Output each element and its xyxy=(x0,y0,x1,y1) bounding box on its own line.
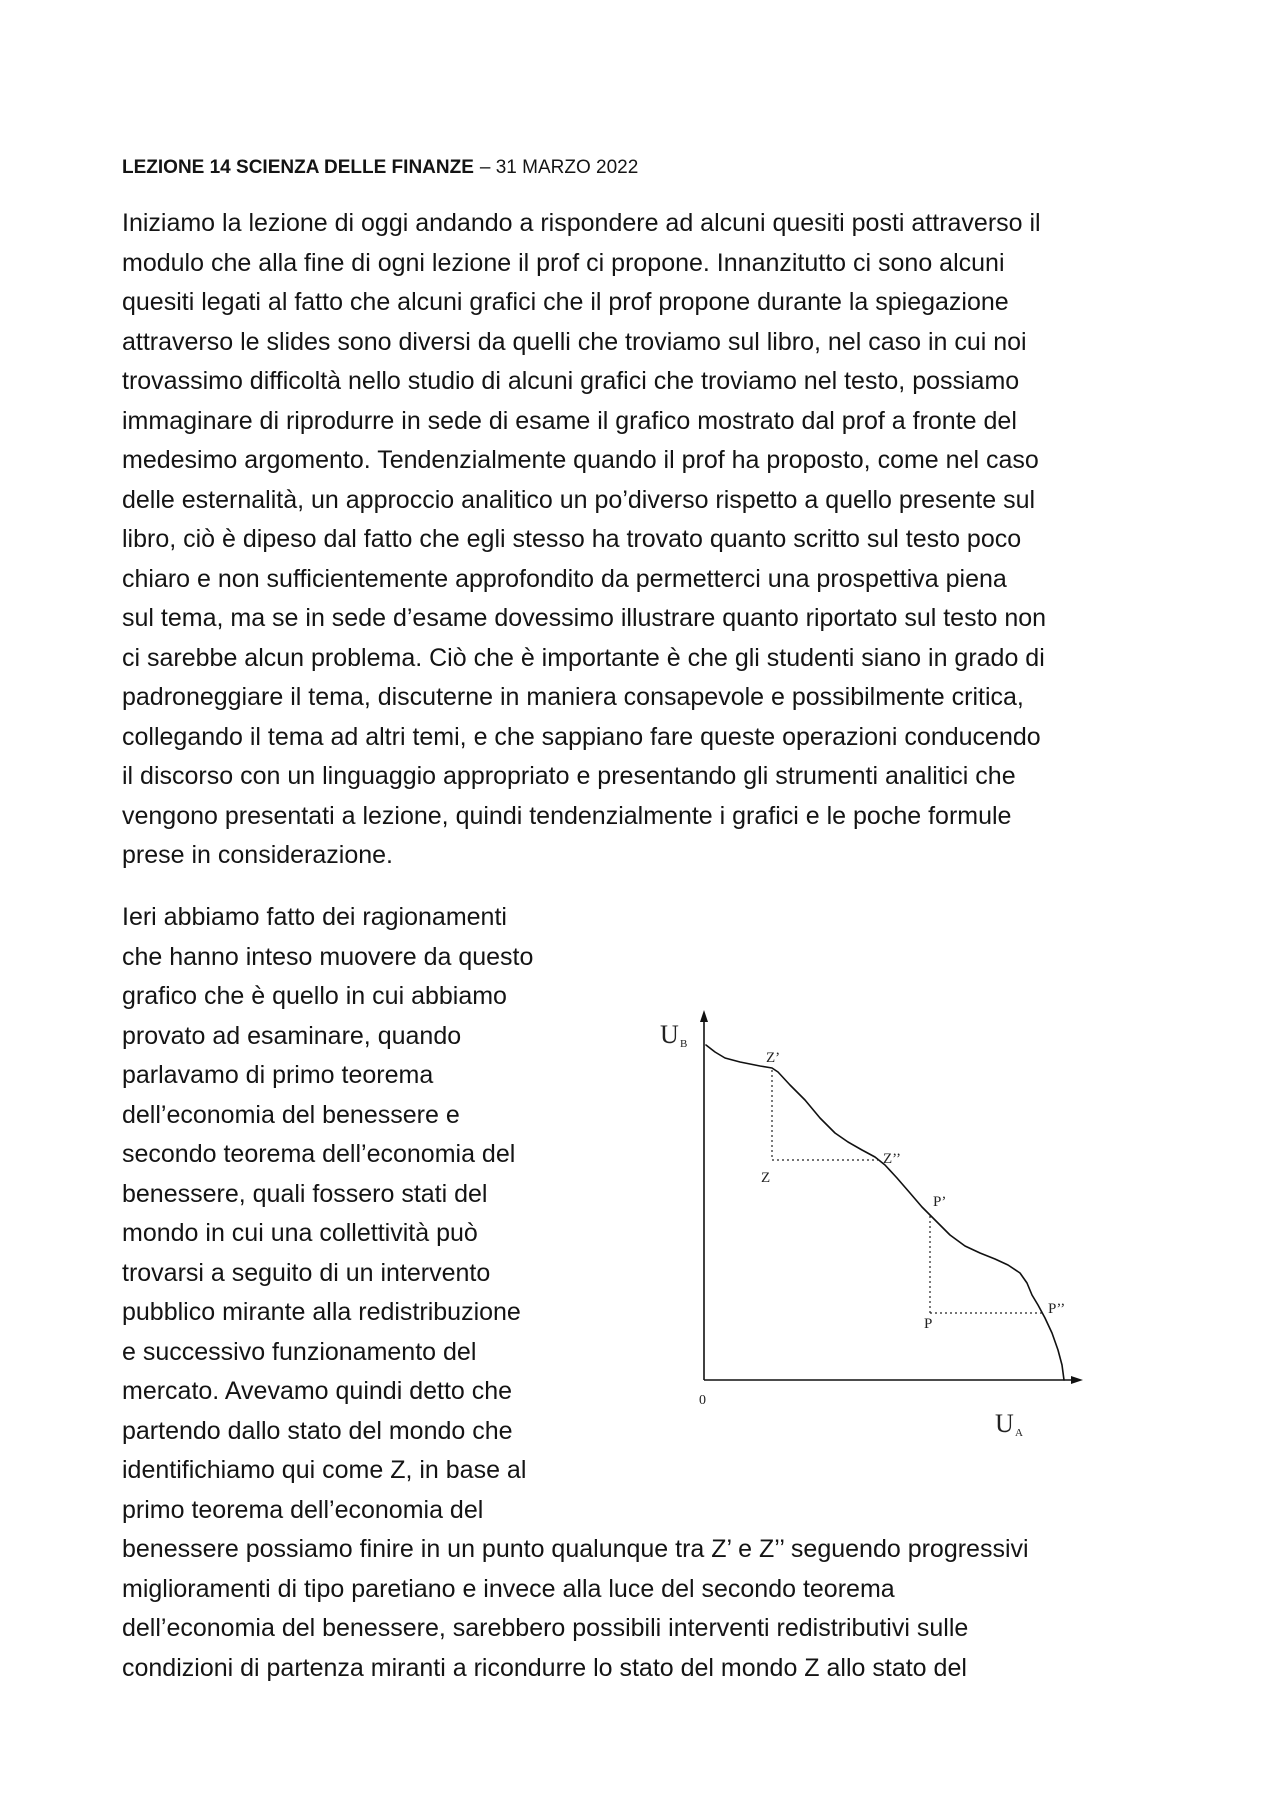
lecture-header xyxy=(122,156,638,180)
text-line: Iniziamo la lezione di oggi andando a rispondere ad alcuni quesiti posti attraverso il xyxy=(122,209,1041,237)
paragraph-1 xyxy=(122,204,1046,876)
x-axis-arrowhead xyxy=(1071,1376,1083,1384)
y-axis-label: U xyxy=(660,1020,679,1049)
text-line: trovassimo difficoltà nello studio di alcuni grafici che troviamo nel testo, possiamo xyxy=(122,367,1020,395)
text-line: collegando il tema ad altri temi, e che sappiano fare queste operazioni conducendo xyxy=(122,722,1041,751)
text-line: modulo che alla fine di ogni lezione il prof ci propone. Innanzitutto ci sono alcuni xyxy=(122,248,1005,277)
origin-label: 0 xyxy=(699,1393,706,1408)
text-line: secondo teorema dell’economia del xyxy=(122,1140,516,1168)
text-line: mondo in cui una collettività può xyxy=(122,1219,478,1247)
text-line: sul tema, ma se in sede d’esame dovessimo illustrare quanto riportato sul testo non xyxy=(122,604,1047,632)
text-line: benessere, quali fossero stati del xyxy=(122,1179,488,1208)
point-label-z-double-prime: Z’’ xyxy=(883,1151,902,1167)
text-line: trovarsi a seguito di un intervento xyxy=(122,1258,491,1287)
text-line: dell’economia del benessere e xyxy=(122,1100,460,1129)
text-line: libro, ciò è dipeso dal fatto che egli stesso ha trovato quanto scritto sul testo poco xyxy=(122,525,1022,553)
lecture-date: – 31 MARZO 2022 xyxy=(479,157,639,178)
utility-possibility-frontier-figure xyxy=(640,1000,1100,1460)
point-label-z-prime: Z’ xyxy=(766,1050,781,1066)
text-line: delle esternalità, un approccio analitico un po’diverso rispetto a quello presente sul xyxy=(122,485,1036,514)
text-line: benessere possiamo finire in un punto qualunque tra Z’ e Z’’ seguendo progressivi xyxy=(122,1535,1029,1563)
text-line: grafico che è quello in cui abbiamo xyxy=(122,982,507,1010)
point-label-p-double-prime: P’’ xyxy=(1048,1301,1066,1317)
text-line: prese in considerazione. xyxy=(122,841,393,869)
text-line: provato ad esaminare, quando xyxy=(122,1021,462,1050)
text-line: e successivo funzionamento del xyxy=(122,1337,477,1366)
x-axis-subscript: A xyxy=(1015,1427,1023,1439)
y-axis-arrowhead xyxy=(700,1010,708,1022)
text-line: il discorso con un linguaggio appropriato e presentando gli strumenti analitici che xyxy=(122,762,1016,790)
text-line: padroneggiare il tema, discuterne in maniera consapevole e possibilmente critica, xyxy=(122,683,1024,711)
text-line: chiaro e non sufficientemente approfondito da permetterci una prospettiva piena xyxy=(122,564,1007,593)
x-axis-label: U xyxy=(995,1409,1014,1438)
point-label-z: Z xyxy=(761,1170,771,1186)
text-line: attraverso le slides sono diversi da quelli che troviamo sul libro, nel caso in cui noi xyxy=(122,327,1027,356)
text-line: medesimo argomento. Tendenzialmente quando il prof ha proposto, come nel caso xyxy=(122,446,1039,474)
text-line: primo teorema dell’economia del xyxy=(122,1495,484,1524)
text-line: pubblico mirante alla redistribuzione xyxy=(122,1298,521,1326)
text-line: miglioramenti di tipo paretiano e invece alla luce del secondo teorema xyxy=(122,1574,895,1603)
text-line: vengono presentati a lezione, quindi tendenzialmente i grafici e le poche formule xyxy=(122,801,1012,830)
text-line: Ieri abbiamo fatto dei ragionamenti xyxy=(122,903,507,931)
lecture-title: LEZIONE 14 SCIENZA DELLE FINANZE xyxy=(122,157,474,178)
y-axis-subscript: B xyxy=(680,1038,688,1050)
point-label-p: P xyxy=(924,1316,933,1332)
point-label-p-prime: P’ xyxy=(933,1194,947,1210)
text-line: quesiti legati al fatto che alcuni grafici che il prof propone durante la spiegazione xyxy=(122,288,1009,316)
text-line: immaginare di riprodurre in sede di esame il grafico mostrato dal prof a fronte del xyxy=(122,406,1017,435)
text-line: condizioni di partenza miranti a ricondurre lo stato del mondo Z allo stato del xyxy=(122,1653,967,1682)
frontier-curve xyxy=(706,1045,1064,1380)
text-line: identifichiamo qui come Z, in base al xyxy=(122,1456,527,1484)
text-line: dell’economia del benessere, sarebbero possibili interventi redistributivi sulle xyxy=(122,1614,969,1642)
text-line: ci sarebbe alcun problema. Ciò che è importante è che gli studenti siano in grado di xyxy=(122,643,1045,672)
text-line: parlavamo di primo teorema xyxy=(122,1061,434,1089)
text-line: partendo dallo stato del mondo che xyxy=(122,1416,513,1445)
text-line: mercato. Avevamo quindi detto che xyxy=(122,1377,513,1405)
text-line: che hanno inteso muovere da questo xyxy=(122,942,534,971)
